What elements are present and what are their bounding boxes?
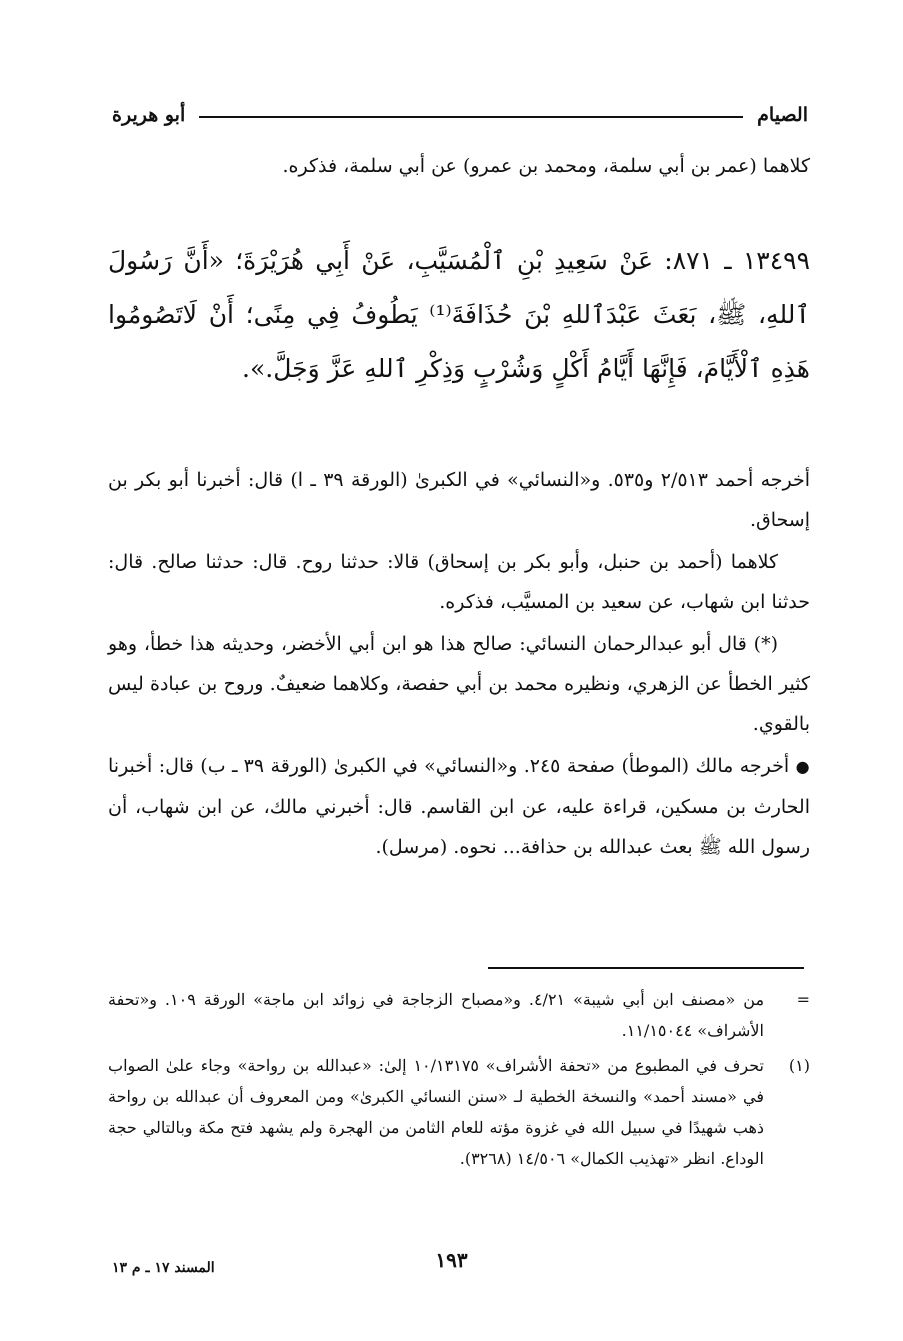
footnote-1	[108, 1050, 810, 1174]
chapter-title: الصيام	[757, 104, 808, 126]
footnotes	[108, 984, 810, 1178]
chain-paragraph: كلاهما (أحمد بن حنبل، وأبو بكر بن إسحاق) قالا: حدثنا روح. قال: حدثنا صالح. قال: حدثنا ابن شهاب، عن سعيد بن المسيَّب، فذكره.	[108, 551, 810, 613]
takhrij-paragraph: أخرجه أحمد ٢/٥١٣ و٥٣٥. و«النسائي» في الكبرىٰ (الورقة ٣٩ ـ ا) قال: أخبرنا أبو بكر بن إسحاق.	[108, 469, 811, 531]
malik-text: أخرجه مالك (الموطأ) صفحة ٢٤٥. و«النسائي» في الكبرىٰ (الورقة ٣٩ ـ ب) قال: أخبرنا الحارث بن مسكين، قراءة عليه، عن ابن القاسم. قال: أخبرني مالك، عن ابن شهاب، أن رسول الله ﷺ بعث عبدالله بن حذافة... نحوه. (مرسل).	[108, 755, 810, 858]
footnote-text: تحرف في المطبوع من «تحفة الأشراف» ١٠/١٣١٧٥ إلىٰ: «عبدالله بن رواحة» وجاء علىٰ الصواب في «مسند أحمد» والنسخة الخطية لـ «سنن النسائي الكبرىٰ» ومن المعروف أن عبدالله بن رواحة ذهب شهيدًا في سبيل الله في غزوة مؤته للعام الثامن من الهجرة ولم يشهد فتح مكة وبالتالي حجة الوداع. انظر «تهذيب الكمال» ١٤/٥٠٦ (٣٢٦٨).	[108, 1056, 765, 1168]
footnote-rule	[488, 967, 804, 969]
narrator-name: أبو هريرة	[112, 104, 186, 126]
footnote-text: من «مصنف ابن أبي شيبة» ٤/٢١. و«مصباح الزجاجة في زوائد ابن ماجة» الورقة ١٠٩. و«تحفة الأشراف» ١١/١٥٠٤٤.	[108, 990, 765, 1040]
footnote-mark: =	[796, 990, 810, 1009]
page-number: ١٩٣	[435, 1248, 468, 1272]
commentary	[108, 460, 810, 869]
intro-line: كلاهما (عمر بن أبي سلمة، ومحمد بن عمرو) عن أبي سلمة، فذكره.	[282, 155, 810, 177]
running-header	[112, 97, 808, 133]
nasai-note-paragraph: (*) قال أبو عبدالرحمان النسائي: صالح هذا هو ابن أبي الأخضر، وحديثه هذا خطأ، وهو كثير الخطأ عن الزهري، ونظيره محمد بن أبي حفصة، وكلاهما ضعيفٌ. وروح بن عبادة ليس بالقوي.	[108, 633, 810, 735]
footnote-mark: (١)	[788, 1056, 810, 1075]
malik-paragraph	[108, 746, 810, 867]
hadith-text: ١٣٤٩٩ ـ ٨٧١: عَنْ سَعِيدِ بْنِ ٱلْمُسَيَّبِ، عَنْ أَبِي هُرَيْرَةَ؛ «أَنَّ رَسُولَ ٱللهِ، ﷺ، بَعَثَ عَبْدَٱللهِ بْنَ حُذَافَةَ⁽¹⁾ يَطُوفُ فِي مِنًى؛ أَنْ لَاتَصُومُوا هَذِهِ ٱلْأَيَّامَ، فَإِنَّهَا أَيَّامُ أَكْلٍ وَشُرْبٍ وَذِكْرِ ٱللهِ عَزَّ وَجَلَّ.».	[108, 246, 811, 383]
header-rule	[199, 116, 743, 118]
footnote-continuation	[108, 984, 810, 1046]
printer-signature: المسند ١٧ ـ م ١٣	[112, 1260, 215, 1276]
bullet-icon: ●	[795, 757, 810, 776]
